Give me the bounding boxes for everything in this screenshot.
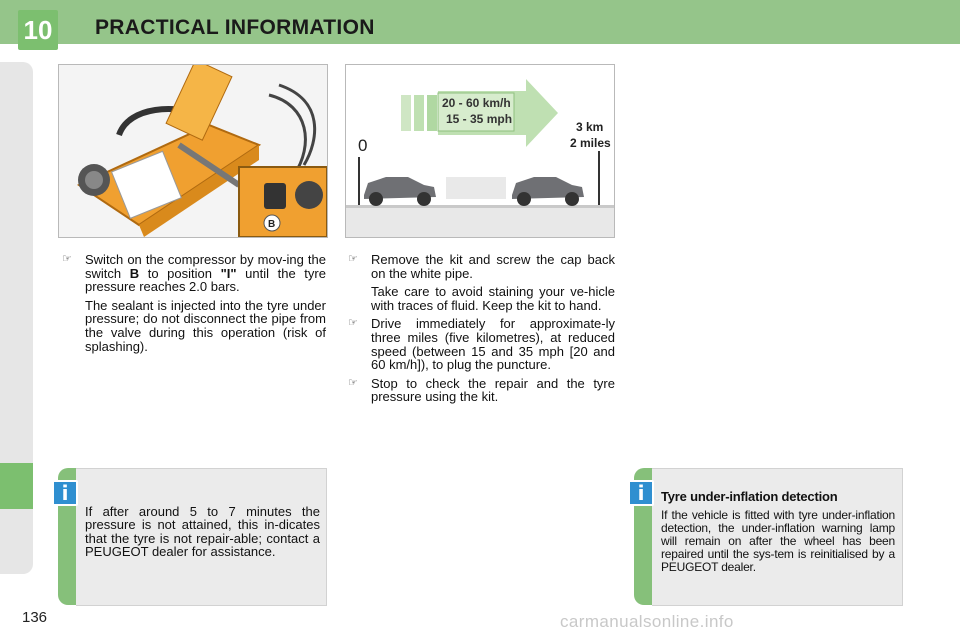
info-icon: i [52,480,78,506]
distance-miles-label: 2 miles [570,136,611,150]
list-item: ☞ Remove the kit and screw the cap back on the white pipe. [348,252,615,281]
chapter-number-badge: 10 [18,10,58,50]
paragraph: The sealant is injected into the tyre under pressure; do not disconnect the pipe from the valve during this operation (risk of splashing). [85,297,326,354]
info-box-right-content [661,490,895,574]
info-box-left-text: If after around 5 to 7 minutes the pressure is not attained, this in-dicates that the tyre is not repair-able; contact a PEUGEOT dealer for assistance. [85,504,320,560]
bullet-icon: ☞ [348,317,358,330]
callout-b: B [268,219,276,230]
info-box-right-heading: Tyre under-inflation detection [661,489,838,504]
page-title: PRACTICAL INFORMATION [95,16,375,39]
right-instructions [346,253,615,409]
speed-mph-label: 15 - 35 mph [446,112,513,126]
list-item: ☞ Drive immediately for approximate-ly three miles (five kilometres), at reduced speed (between 15 and 35 mph [20 and 60 km/h]), to plug the puncture. [348,316,615,373]
driving-illustration [345,64,615,238]
distance-km-label: 3 km [576,120,604,134]
compressor-illustration [58,64,328,238]
list-item: ☞ Stop to check the repair and the tyre pressure using the kit. [348,375,615,405]
start-label: 0 [358,136,368,155]
paragraph: Take care to avoid staining your ve-hicle with traces of fluid. Keep the kit to hand. [371,284,615,313]
speed-kmh-label: 20 - 60 km/h [442,96,511,110]
bullet-icon: ☞ [348,376,358,389]
watermark: carmanualsonline.info [560,612,734,631]
info-box-right-text: If the vehicle is fitted with tyre under-inflation detection, the under-inflation warning lamp will remain on after the wheel has been repaired until the sys-tem is reinitialised by a PEUGEOT dealer. [661,508,895,574]
info-icon: i [628,480,654,506]
page-number: 136 [22,609,48,626]
list-item: ☞ Switch on the compressor by mov-ing the switch B to position "I" until the tyre pressure reaches 2.0 bars. [62,252,326,295]
side-tab-active [0,463,33,509]
left-instructions [60,253,326,358]
bullet-icon: ☞ [348,253,358,265]
bullet-icon: ☞ [62,253,72,265]
